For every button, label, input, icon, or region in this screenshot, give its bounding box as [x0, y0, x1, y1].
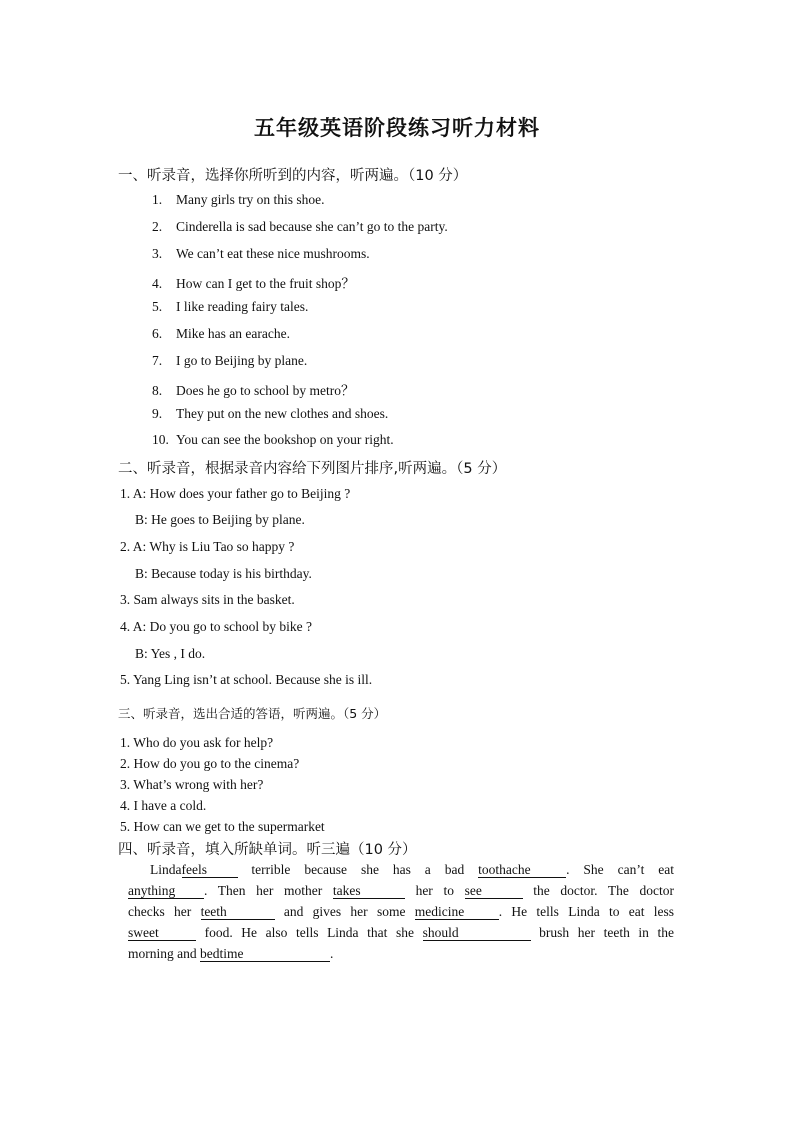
paragraph-text: the doctor. The doctor: [533, 883, 674, 898]
answer-blank: sweet: [128, 925, 196, 941]
item-text: I go to Beijing by plane.: [176, 353, 308, 368]
answer-blank: bedtime: [200, 946, 330, 962]
item-number: 7.: [152, 353, 163, 368]
paragraph-text: Linda: [150, 862, 182, 877]
answer-blank: toothache: [478, 862, 566, 878]
paragraph-line: [128, 943, 674, 964]
dialogue-line: 4. A: Do you go to school by bike ?: [120, 619, 312, 634]
dialogue-line: B: Yes , I do.: [135, 646, 206, 661]
item-text: You can see the bookshop on your right.: [176, 432, 394, 447]
dialogue-line: 5. Yang Ling isn’t at school. Because she is ill.: [120, 672, 373, 687]
item-number: 5.: [152, 299, 163, 314]
answer-blank: takes: [333, 883, 405, 899]
item-text: How can I get to the fruit shop？: [176, 276, 355, 291]
item-number: 6.: [152, 326, 163, 341]
paragraph-text: checks her: [128, 904, 192, 919]
answer-blank: should: [423, 925, 531, 941]
paragraph-text: . Then her mother: [204, 883, 323, 898]
page-title: 五年级英语阶段练习听力材料: [254, 115, 540, 140]
item-text: Does he go to school by metro？: [176, 383, 355, 398]
list-item: [152, 326, 290, 342]
paragraph-text: her to: [415, 883, 454, 898]
item-number: 10.: [152, 432, 169, 447]
cloze-paragraph: [128, 859, 674, 964]
item-text: We can’t eat these nice mushrooms.: [176, 246, 370, 261]
answer-blank: teeth: [201, 904, 275, 920]
item-number: 1.: [152, 192, 163, 207]
paragraph-text: . She can’t eat: [566, 862, 674, 877]
dialogue-line: B: He goes to Beijing by plane.: [135, 512, 305, 527]
question-line: 2. How do you go to the cinema?: [120, 756, 300, 771]
list-item: [152, 379, 354, 399]
dialogue-line: 1. A: How does your father go to Beijing ?: [120, 486, 351, 501]
paragraph-text: .: [330, 946, 334, 961]
item-number: 3.: [152, 246, 163, 261]
question-line: 1. Who do you ask for help?: [120, 735, 274, 750]
item-text: Many girls try on this shoe.: [176, 192, 325, 207]
paragraph-line: [128, 859, 674, 880]
section4-heading: 四、听录音，填入所缺单词。听三遍（10 分）: [118, 842, 417, 858]
item-number: 8.: [152, 383, 163, 398]
list-item: [152, 299, 308, 315]
dialogue-line: 2. A: Why is Liu Tao so happy ?: [120, 539, 295, 554]
paragraph-text: brush her teeth in the: [539, 925, 675, 940]
paragraph-text: terrible because she has a bad: [251, 862, 465, 877]
list-item: [152, 246, 370, 262]
dialogue-line: B: Because today is his birthday.: [135, 566, 312, 581]
list-item: [152, 353, 307, 369]
list-item: [152, 192, 325, 208]
dialogue-line: 3. Sam always sits in the basket.: [120, 592, 295, 607]
item-text: Mike has an earache.: [176, 326, 290, 341]
answer-blank: medicine: [415, 904, 499, 920]
section2-heading: 二、听录音，根据录音内容给下列图片排序,听两遍。（5 分）: [118, 461, 507, 477]
item-number: 2.: [152, 219, 163, 234]
list-item: [152, 272, 355, 292]
question-line: 5. How can we get to the supermarket: [120, 819, 325, 834]
question-line: 4. I have a cold.: [120, 798, 207, 813]
paragraph-text: and gives her some: [283, 904, 406, 919]
item-text: I like reading fairy tales.: [176, 299, 309, 314]
item-number: 9.: [152, 406, 163, 421]
list-item: [152, 432, 394, 448]
list-item: [152, 406, 388, 422]
section1-heading: 一、听录音，选择你所听到的内容，听两遍。（10 分）: [118, 168, 468, 184]
section3-heading: 三、听录音，选出合适的答语，听两遍。（5 分）: [118, 706, 387, 721]
paragraph-text: morning and: [128, 946, 197, 961]
answer-blank: anything: [128, 883, 204, 899]
paragraph-line: [128, 901, 674, 922]
item-number: 4.: [152, 276, 163, 291]
answer-blank: see: [465, 883, 523, 899]
paragraph-text: . He tells Linda to eat less: [498, 904, 675, 919]
list-item: [152, 219, 448, 235]
paragraph-line: [128, 880, 674, 901]
paragraph-line: [128, 922, 674, 943]
item-text: Cinderella is sad because she can’t go to the party.: [176, 219, 448, 234]
paragraph-text: food. He also tells Linda that she: [204, 925, 414, 940]
item-text: They put on the new clothes and shoes.: [176, 406, 389, 421]
question-line: 3. What’s wrong with her?: [120, 777, 264, 792]
answer-blank: feels: [182, 862, 238, 878]
